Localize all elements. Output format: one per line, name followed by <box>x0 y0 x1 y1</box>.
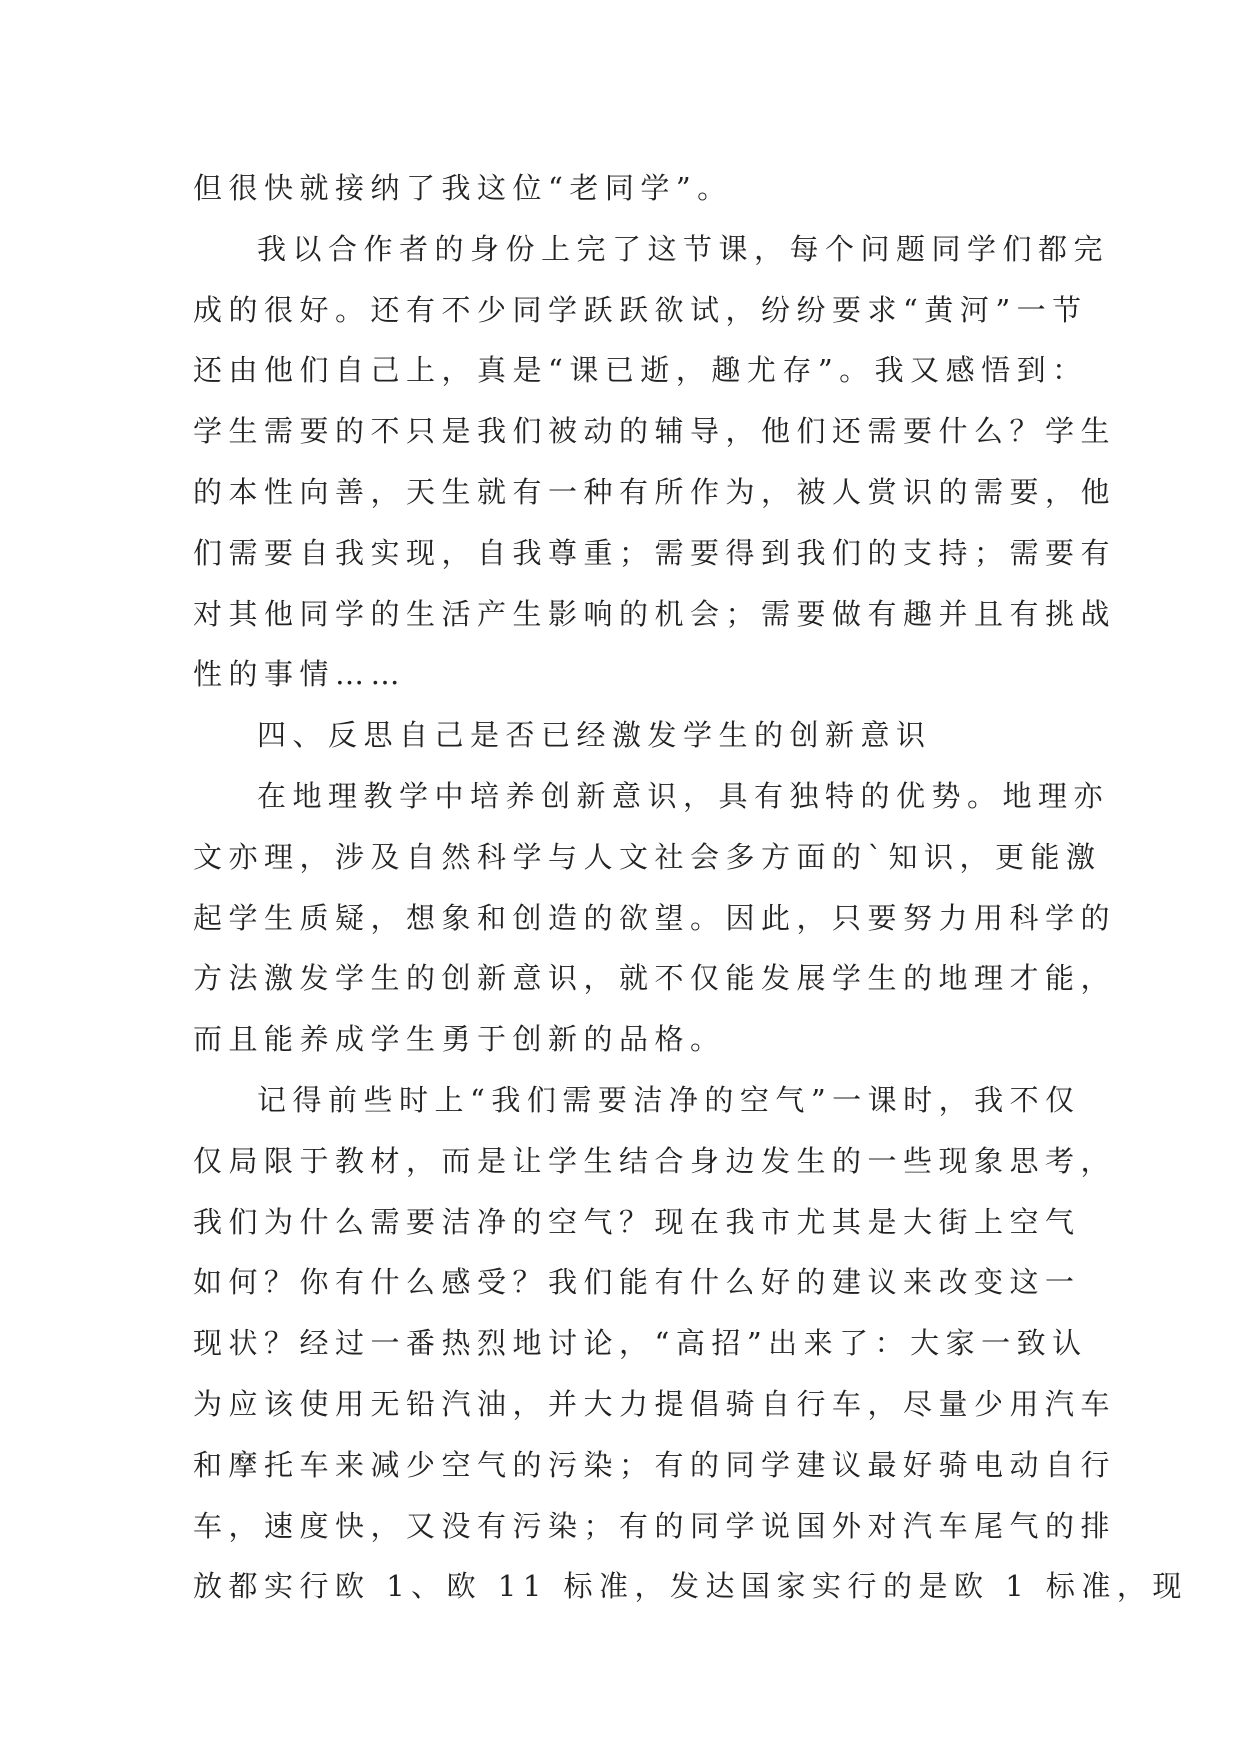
text-line: 但很快就接纳了我这位“老同学”。 <box>193 171 733 205</box>
text-line: 现状？经过一番热烈地讨论，“高招”出来了：大家一致认 <box>193 1326 1088 1361</box>
text-line: 在地理教学中培养创新意识，具有独特的优势。地理亦 <box>257 778 1110 813</box>
text-line: 对其他同学的生活产生影响的机会；需要做有趣并且有挑战 <box>193 596 1117 631</box>
body-text <box>193 158 1188 1617</box>
text-line: 性的事情…… <box>193 657 407 692</box>
text-line: 四、反思自己是否已经激发学生的创新意识 <box>257 718 932 753</box>
text-line: 和摩托车来减少空气的污染；有的同学建议最好骑电动自行 <box>193 1447 1117 1482</box>
text-line: 起学生质疑，想象和创造的欲望。因此，只要努力用科学的 <box>193 900 1117 935</box>
text-line: 还由他们自己上，真是“课已逝，趣尤存”。我又感悟到： <box>193 353 1088 388</box>
text-line: 仅局限于教材，而是让学生结合身边发生的一些现象思考， <box>193 1143 1117 1178</box>
text-line: 方法激发学生的创新意识，就不仅能发展学生的地理才能， <box>193 961 1117 996</box>
text-line: 成的很好。还有不少同学跃跃欲试，纷纷要求“黄河”一节 <box>193 292 1088 327</box>
text-line: 为应该使用无铅汽油，并大力提倡骑自行车，尽量少用汽车 <box>193 1386 1117 1421</box>
text-line: 们需要自我实现，自我尊重；需要得到我们的支持；需要有 <box>193 535 1117 570</box>
text-line: 记得前些时上“我们需要洁净的空气”一课时，我不仅 <box>257 1082 1081 1117</box>
text-line: 我以合作者的身份上完了这节课，每个问题同学们都完 <box>257 231 1110 266</box>
text-line: 我们为什么需要洁净的空气？现在我市尤其是大街上空气 <box>193 1204 1081 1239</box>
text-line: 的本性向善，天生就有一种有所作为，被人赏识的需要，他 <box>193 474 1117 509</box>
text-line: 如何？你有什么感受？我们能有什么好的建议来改变这一 <box>193 1265 1081 1300</box>
text-line: 文亦理，涉及自然科学与人文社会多方面的`知识，更能激 <box>193 839 1102 874</box>
text-line: 学生需要的不只是我们被动的辅导，他们还需要什么？学生 <box>193 414 1117 449</box>
text-line: 车，速度快，又没有污染；有的同学说国外对汽车尾气的排 <box>193 1508 1117 1543</box>
text-line: 放都实行欧 1、欧 11 标准，发达国家实行的是欧 1 标准，现 <box>193 1569 1188 1604</box>
text-line: 而且能养成学生勇于创新的品格。 <box>193 1022 726 1057</box>
